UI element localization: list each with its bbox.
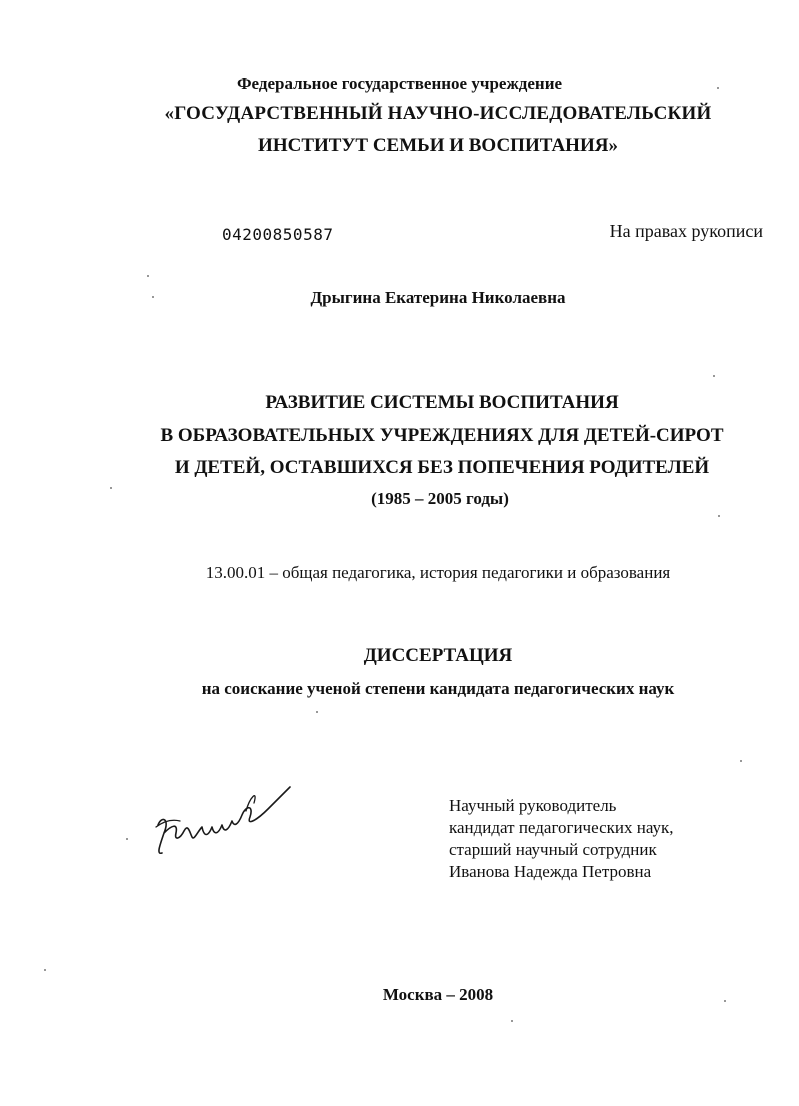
archive-code: 04200850587 — [222, 225, 334, 244]
scan-speck — [717, 87, 719, 89]
thesis-title-line2: В ОБРАЗОВАТЕЛЬНЫХ УЧРЕЖДЕНИЯХ ДЛЯ ДЕТЕЙ-СИРОТ — [160, 425, 724, 446]
manuscript-rights: На правах рукописи — [609, 221, 763, 241]
author-name: Дрыгина Екатерина Николаевна — [310, 288, 566, 307]
document-type: ДИССЕРТАЦИЯ — [363, 645, 513, 666]
scan-speck — [126, 838, 128, 840]
thesis-years: (1985 – 2005 годы) — [371, 489, 509, 508]
scan-speck — [724, 1000, 726, 1002]
specialty-code: 13.00.01 – общая педагогика, история педагогики и образования — [205, 563, 671, 582]
supervisor-name: Иванова Надежда Петровна — [449, 862, 652, 881]
thesis-title-line1: РАЗВИТИЕ СИСТЕМЫ ВОСПИТАНИЯ — [265, 392, 619, 413]
institution-type: Федеральное государственное учреждение — [236, 74, 563, 93]
scan-speck — [44, 969, 46, 971]
scan-speck — [511, 1020, 513, 1022]
scan-speck — [718, 515, 720, 517]
supervisor-degree: кандидат педагогических наук, — [449, 818, 674, 837]
institution-name-line1: «ГОСУДАРСТВЕННЫЙ НАУЧНО-ИССЛЕДОВАТЕЛЬСКИЙ — [164, 103, 712, 124]
scan-speck — [147, 275, 149, 277]
scan-speck — [713, 375, 715, 377]
institution-name-line2: ИНСТИТУТ СЕМЬИ И ВОСПИТАНИЯ» — [258, 135, 618, 156]
scan-speck — [740, 760, 742, 762]
supervisor-role: Научный руководитель — [449, 796, 617, 815]
scan-speck — [110, 487, 112, 489]
city-year: Москва – 2008 — [382, 985, 494, 1004]
degree-description: на соискание ученой степени кандидата педагогических наук — [201, 679, 675, 698]
signature-icon — [150, 775, 300, 865]
thesis-title-line3: И ДЕТЕЙ, ОСТАВШИХСЯ БЕЗ ПОПЕЧЕНИЯ РОДИТЕЛЕЙ — [174, 457, 710, 478]
scan-speck — [152, 296, 154, 298]
supervisor-block — [449, 795, 674, 883]
scan-speck — [316, 711, 318, 713]
supervisor-position: старший научный сотрудник — [449, 840, 657, 859]
